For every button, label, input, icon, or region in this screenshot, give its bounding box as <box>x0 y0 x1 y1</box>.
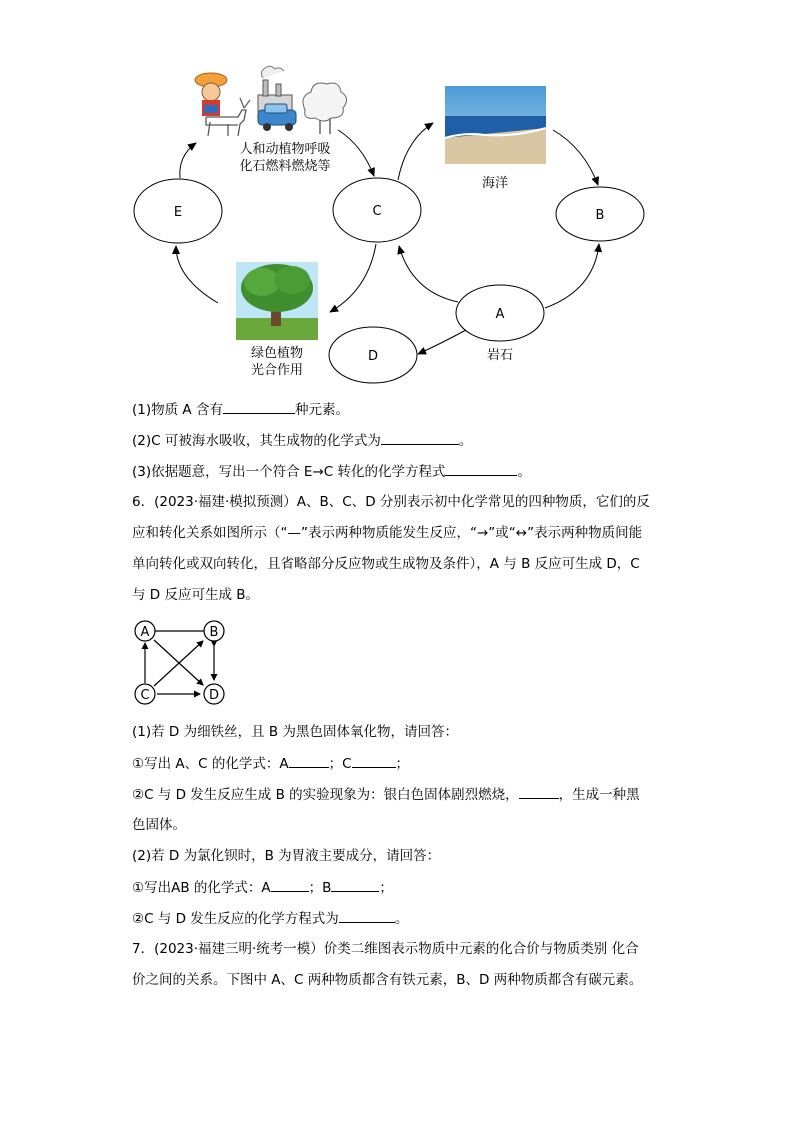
answer-blank[interactable] <box>289 753 329 768</box>
svg-text:A: A <box>140 625 150 640</box>
svg-text:B: B <box>595 208 605 223</box>
node-E <box>134 179 222 243</box>
ocean-illustration <box>445 86 546 164</box>
q6-sub1-item1: ①写出 A、C 的化学式：A ；C ； <box>132 753 409 774</box>
edge-C-to-B <box>154 641 203 686</box>
q5-part1: (1)物质 A 含有 种元素。 <box>132 399 349 420</box>
svg-text:E: E <box>173 205 183 220</box>
arrow-C-to-ocean <box>398 123 433 180</box>
answer-blank[interactable] <box>271 877 309 892</box>
q6-stem-line3: 单向转化或双向转化，且省略部分反应物或生成物及条件），A 与 B 反应可生成 D，C <box>132 556 640 572</box>
q5-part2: (2)C 可被海水吸收，其生成物的化学式为 。 <box>132 430 472 451</box>
caption-photosynthesis-1: 绿色植物 <box>250 346 304 361</box>
node-A <box>456 285 544 341</box>
arrow-A-to-C <box>399 246 458 302</box>
svg-text:C: C <box>372 204 382 219</box>
caption-respiration-2: 化石燃料燃烧等 <box>239 159 331 174</box>
caption-respiration-1: 人和动植物呼吸 <box>239 142 331 157</box>
q6-sub1-item2-cont: 色固体。 <box>132 817 186 833</box>
carbon-cycle-diagram <box>0 0 794 400</box>
svg-text:D: D <box>367 349 379 364</box>
q6-relation-diagram <box>126 616 236 706</box>
arrow-A-to-D <box>418 330 466 354</box>
caption-ocean: 海洋 <box>481 176 509 191</box>
q6-node-D <box>204 684 224 704</box>
q6-sub1-head: (1)若 D 为细铁丝，且 B 为黑色固体氧化物，请回答： <box>132 724 458 740</box>
arrow-C-to-tree <box>330 244 376 312</box>
answer-blank[interactable] <box>223 399 295 414</box>
svg-text:A: A <box>495 307 505 322</box>
arrow-ocean-to-B <box>553 130 598 185</box>
q5-part3: (3)依据题意，写出一个符合 E→C 转化的化学方程式 。 <box>132 461 531 482</box>
q6-node-C <box>135 684 155 704</box>
answer-blank[interactable] <box>352 753 396 768</box>
q6-sub1-item2: ②C 与 D 发生反应生成 B 的实验现象为：银白色固体剧烈燃烧， ，生成一种黑 <box>132 784 640 805</box>
answer-blank[interactable] <box>519 784 559 799</box>
q7-line1: 7．(2023·福建三明·统考一模）价类二维图表示物质中元素的化合价与物质类别 化合 <box>132 941 639 957</box>
q6-node-A <box>135 621 155 641</box>
answer-blank[interactable] <box>331 877 379 892</box>
arrow-tree-to-E <box>176 246 218 303</box>
svg-text:C: C <box>140 688 150 703</box>
q6-sub2-item2: ②C 与 D 发生反应的化学方程式为 。 <box>132 908 408 929</box>
svg-text:D: D <box>208 688 220 703</box>
node-B <box>556 187 644 241</box>
node-D <box>329 327 417 383</box>
arrow-A-to-B <box>545 244 599 308</box>
arrow-E-to-respiration <box>180 143 196 178</box>
q6-sub2-item1: ①写出AB 的化学式：A ；B ； <box>132 877 393 898</box>
q7-line2: 价之间的关系。下图中 A、C 两种物质都含有铁元素，B、D 两种物质都含有碳元素。 <box>132 972 643 988</box>
q6-stem-line2: 应和转化关系如图所示（“—”表示两种物质能发生反应，“→”或“↔”表示两种物质间能 <box>132 525 643 541</box>
answer-blank[interactable] <box>339 908 395 923</box>
caption-rock: 岩石 <box>486 348 514 363</box>
answer-blank[interactable] <box>445 461 517 476</box>
respiration-illustration <box>195 66 347 136</box>
q6-sub2-head: (2)若 D 为氯化钡时，B 为胃液主要成分，请回答： <box>132 848 441 864</box>
caption-photosynthesis-2: 光合作用 <box>250 363 304 378</box>
node-C <box>333 178 421 242</box>
arrow-respiration-to-C <box>338 130 374 176</box>
q6-stem-line4: 与 D 反应可生成 B。 <box>132 587 260 603</box>
q6-stem-line1: 6．(2023·福建·模拟预测）A、B、C、D 分别表示初中化学常见的四种物质，它们的反 <box>132 494 650 510</box>
svg-text:B: B <box>209 625 219 640</box>
q6-node-B <box>204 621 224 641</box>
edge-A-to-D <box>154 640 203 685</box>
answer-blank[interactable] <box>381 430 459 445</box>
tree-illustration <box>236 262 318 340</box>
